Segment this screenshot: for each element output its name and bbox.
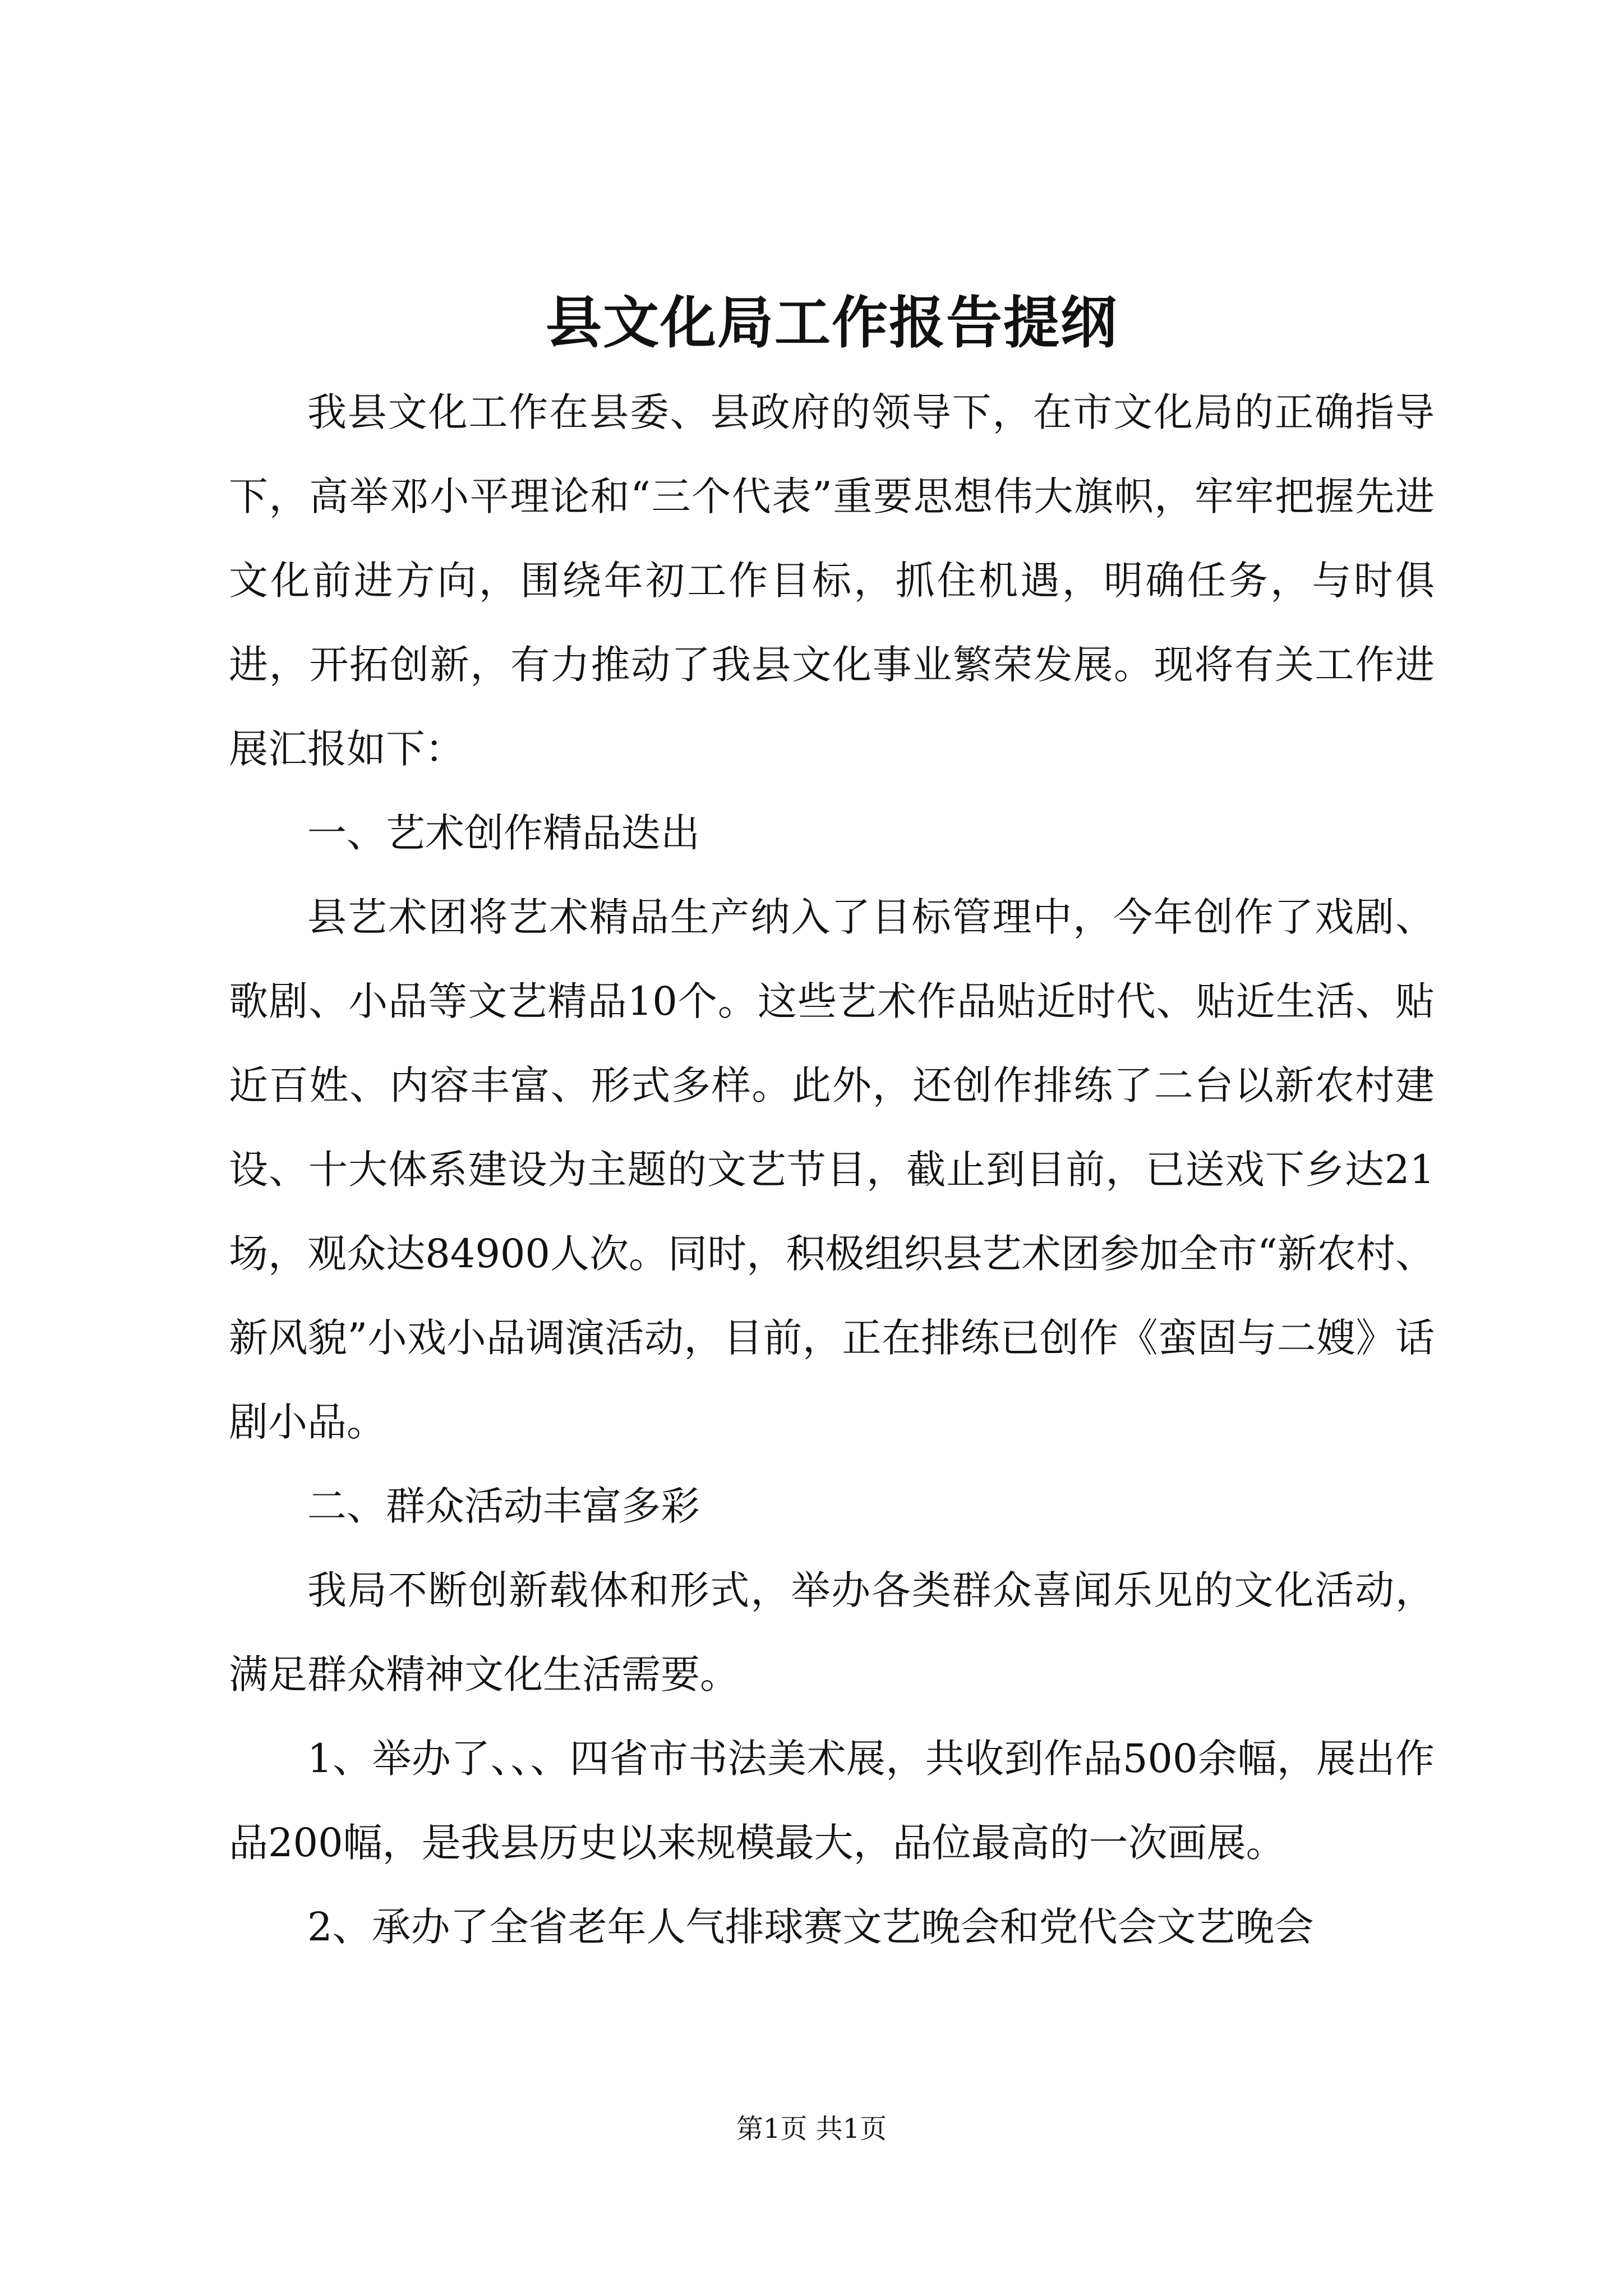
list-item-gala: 2、承办了全省老年人气排球赛文艺晚会和党代会文艺晚会	[307, 1904, 1314, 1950]
list-item-exhibition: 1、举办了、、、四省市书法美术展，共收到作品500余幅，展出作品200幅，是我县历史以来规模最大，品位最高的一次画展。	[229, 1736, 1435, 1866]
paragraph-art-creation: 县艺术团将艺术精品生产纳入了目标管理中，今年创作了戏剧、歌剧、小品等文艺精品10个。这些艺术作品贴近时代、贴近生活、贴近百姓、内容丰富、形式多样。此外，还创作排练了二台以新农村建设、十大体系建设为主题的文艺节目，截止到目前，已送戏下乡达21场，观众达84900人次。同时，积极组织县艺术团参加全市“新农村、新风貌”小戏小品调演活动，目前，正在排练已创作《蛮固与二嫂》话剧小品。	[229, 894, 1435, 1445]
paragraph-intro: 我县文化工作在县委、县政府的领导下，在市文化局的正确指导下，高举邓小平理论和“三个代表”重要思想伟大旗帜，牢牢把握先进文化前进方向，围绕年初工作目标，抓住机遇，明确任务，与时俱进，开拓创新，有力推动了我县文化事业繁荣发展。现将有关工作进展汇报如下：	[229, 389, 1435, 772]
section-heading-mass-activities: 二、群众活动丰富多彩	[307, 1483, 700, 1529]
page-footer: 第1页 共1页	[736, 2113, 887, 2145]
section-heading-art-creation: 一、艺术创作精品迭出	[307, 810, 700, 856]
paragraph-mass-activities: 我局不断创新载体和形式，举办各类群众喜闻乐见的文化活动，满足群众精神文化生活需要。	[229, 1567, 1435, 1697]
document-body	[229, 280, 1435, 1969]
document-title: 县文化局工作报告提纲	[546, 289, 1118, 356]
